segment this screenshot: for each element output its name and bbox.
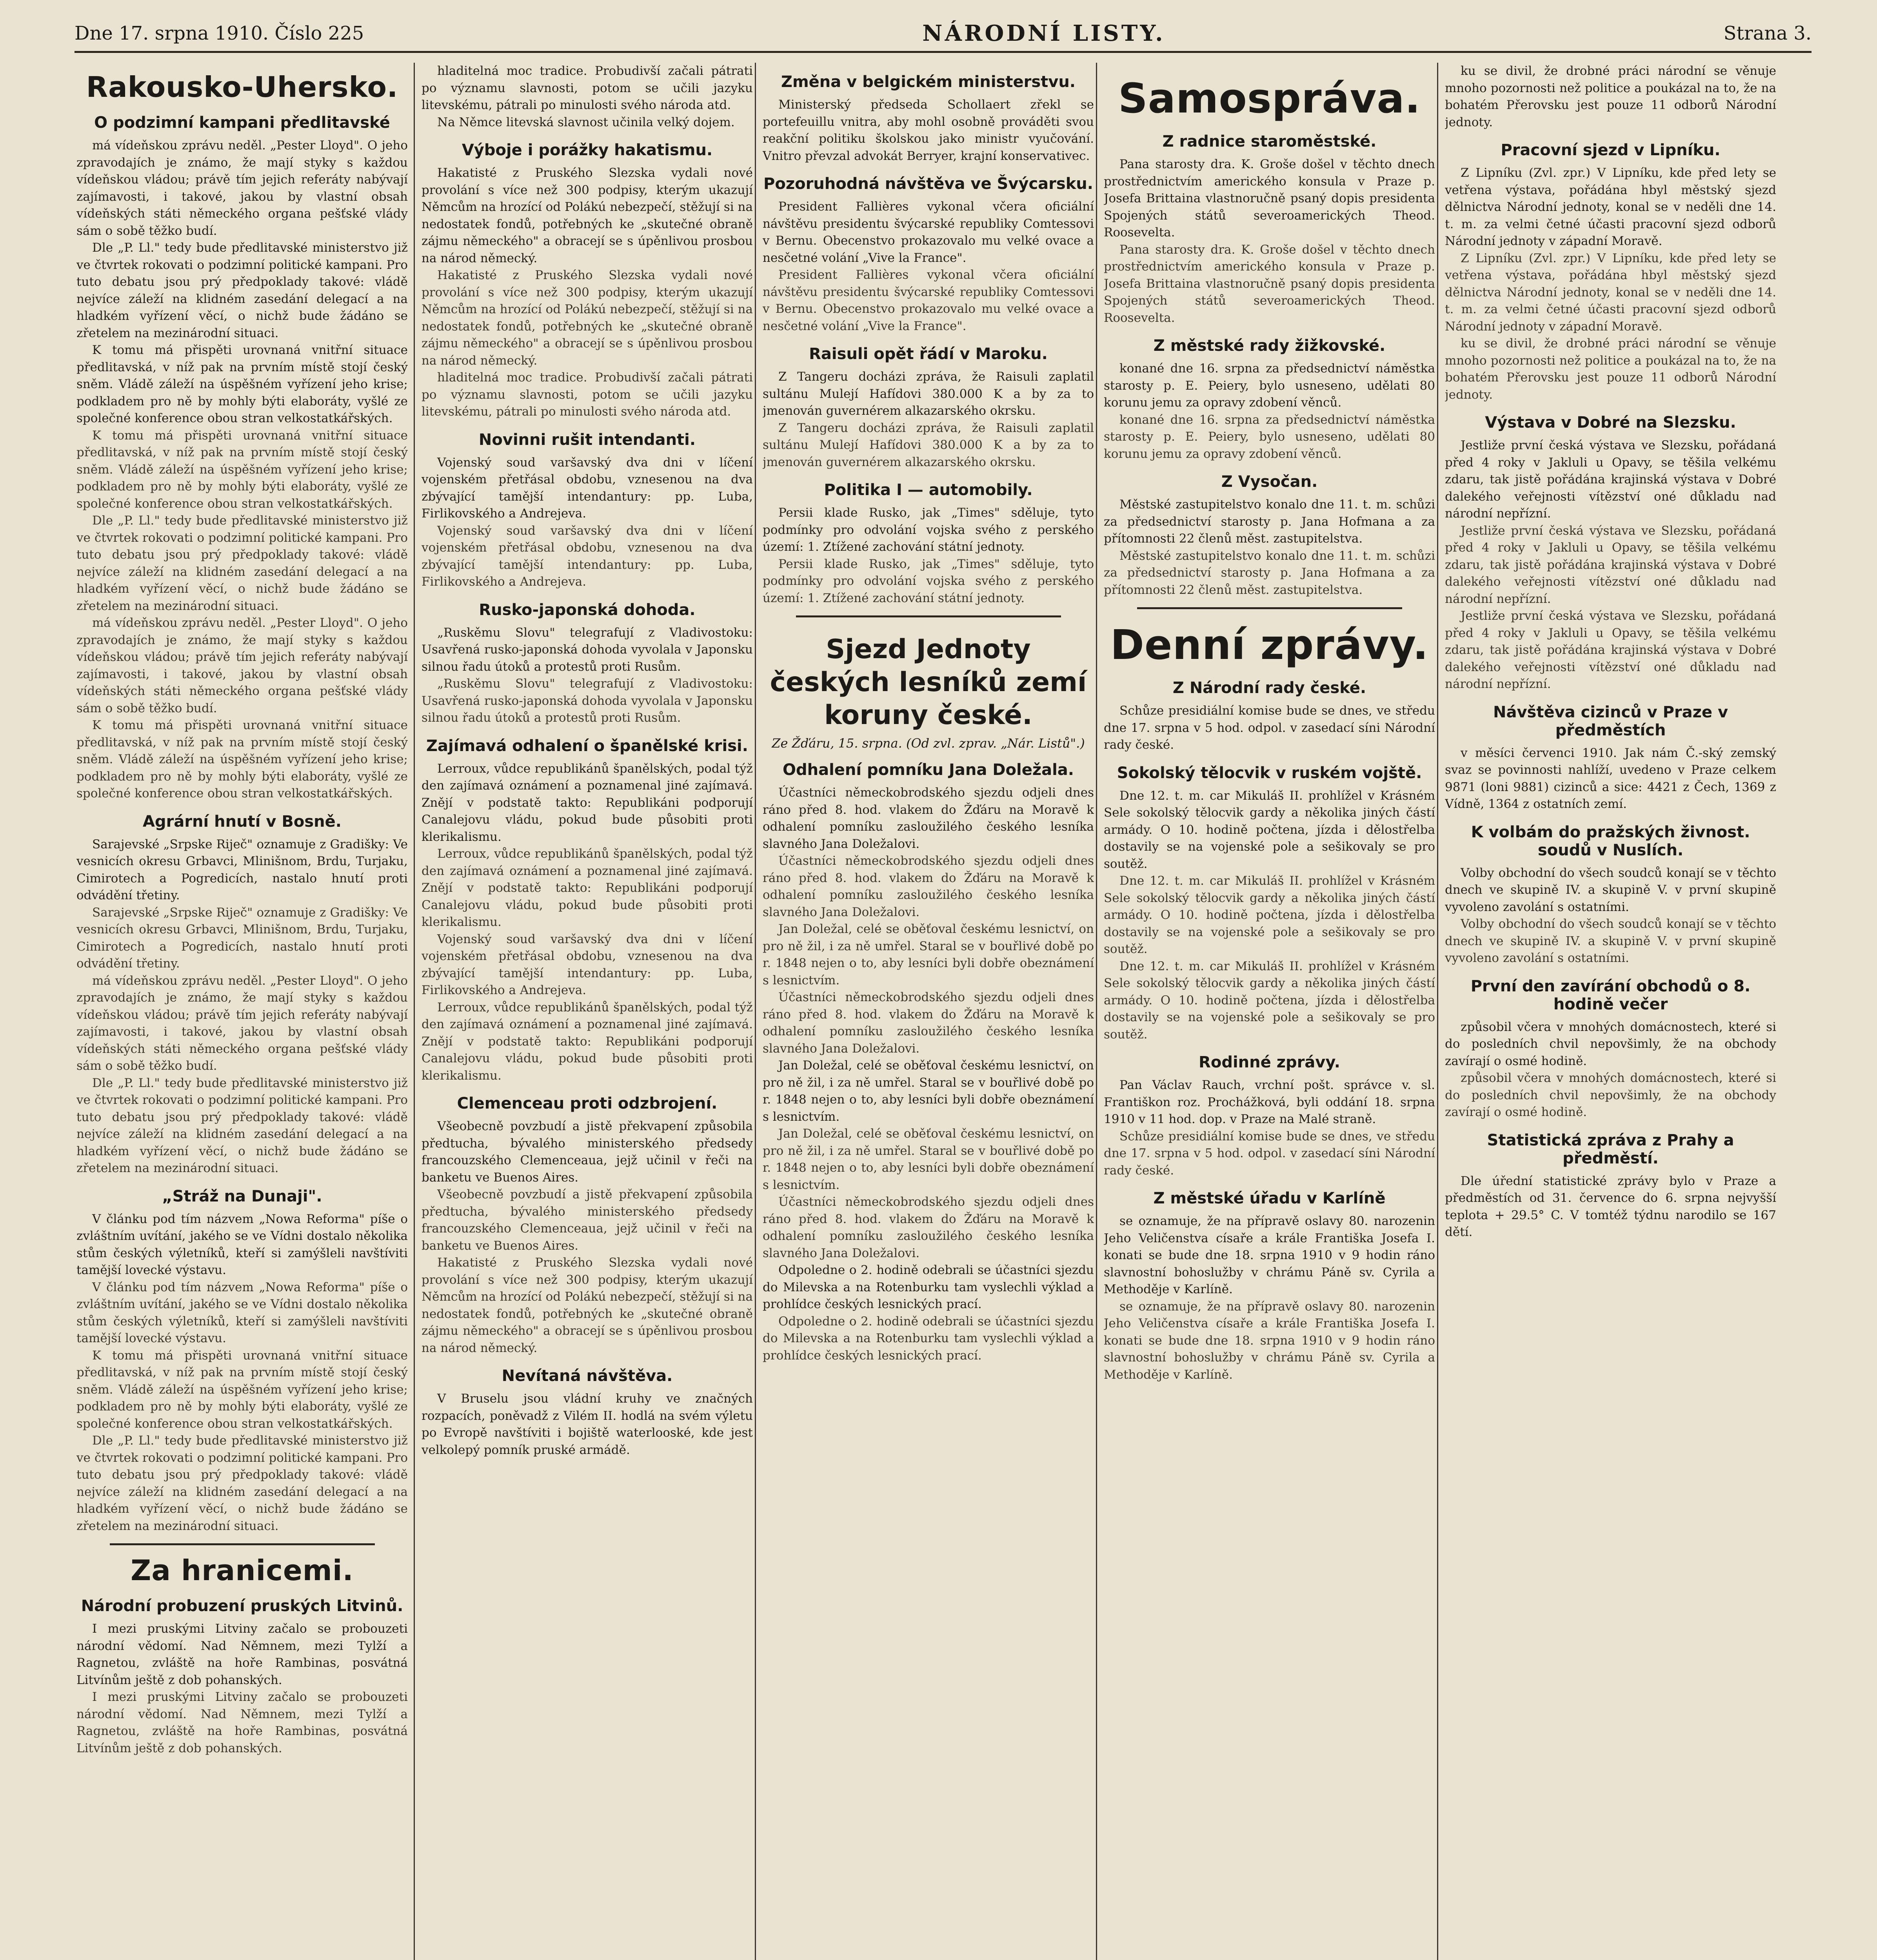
article-heading: Politika I — automobily. — [824, 481, 1033, 499]
article-paragraph: má vídeňskou zprávu neděl. „Pester Lloyd". O jeho zpravodajích je známo, že mají styky s každou vídeňskou vládou; právě tím jejich referáty nabývají zajímavosti, i takové, jakou by vlastní obsah vídeňských státi německého organa pešťské vlády sám o sobě těžko budí. — [76, 616, 408, 715]
article-heading: Zajímavá odhalení o španělské krisi. — [426, 737, 748, 755]
section-title: Rakousko-Uhersko. — [86, 71, 398, 103]
article-heading: Pracovní sjezd v Lipníku. — [1501, 141, 1721, 159]
article-heading: „Stráž na Dunaji". — [162, 1187, 322, 1205]
article-paragraph: Účastníci německobrodského sjezdu odjeli dnes ráno před 8. hod. vlakem do Žďáru na Moravě k odhalení pomníku zasloužilého českého lesníka slavného Jana Doležalovi. — [763, 854, 1094, 919]
article-paragraph: „Ruskěmu Slovu" telegrafují z Vladivostoku: Usavřená rusko-japonská dohoda vyvolala v Japonsku silnou řadu útoků a protestů proti Rusům. — [422, 625, 753, 674]
article-heading: K volbám do pražských živnost. soudů v Nuslích. — [1471, 823, 1750, 859]
article-paragraph: I mezi pruskými Litviny začalo se probouzeti národní vědomí. Nad Němnem, mezi Tylží a Ragnetou, zvláště na hoře Rambinas, posvátná Litvínům ještě z dob pohanských. — [76, 1690, 408, 1755]
article-paragraph: Dle „P. Ll." tedy bude předlitavské ministerstvo již ve čtvrtek rokovati o podzimní politické kampani. Pro tuto debatu jsou prý předpoklady takové: vládě nejvíce záleží na klidném zasedání delegací a na hladkém vyřízení věcí, o nichž bude žádáno se zřetelem na mezinárodní situaci. — [76, 514, 408, 613]
column-5 — [1445, 63, 1776, 1960]
section-title: Denní zprávy. — [1110, 621, 1429, 669]
article-paragraph: V článku pod tím názvem „Nowa Reforma" píše o zvláštním uvítání, jakého se ve Vídni dostalo několika stům českých výletníků, kteří si zamýšleli navštíviti tamější lovecké výstavu. — [76, 1280, 408, 1345]
article-paragraph: Dle úřední statistické zprávy bylo v Praze a předměstích od 31. července do 6. srpna nejvyšší teplota + 29.5° C. V tomtéž týdnu narodilo se 167 dětí. — [1445, 1174, 1776, 1239]
article-paragraph: Dle „P. Ll." tedy bude předlitavské ministerstvo již ve čtvrtek rokovati o podzimní politické kampani. Pro tuto debatu jsou prý předpoklady takové: vládě nejvíce záleží na klidném zasedání delegací a na hladkém vyřízení věcí, o nichž bude žádáno se zřetelem na mezinárodní situaci. — [76, 241, 408, 340]
article-paragraph: Persii klade Rusko, jak „Times" sděluje, tyto podmínky pro odvolání vojska svého z perského území: 1. Ztížené zachování státní jednoty. — [763, 557, 1094, 605]
article-heading: Výboje i porážky hakatismu. — [462, 141, 713, 159]
article-paragraph: K tomu má přispěti urovnaná vnitřní situace předlitavská, v níž pak na prvním místě stojí český sněm. Vládě záleží na úspěšném vyřízení jeho krise; podkladem pro ně by mohly býti elaboráty, vyšlé ze společné konference obou stran velkostatkářských. — [76, 428, 408, 511]
article-paragraph: K tomu má přispěti urovnaná vnitřní situace předlitavská, v níž pak na prvním místě stojí český sněm. Vládě záleží na úspěšném vyřízení jeho krise; podkladem pro ně by mohly býti elaboráty, vyšlé ze společné konference obou stran velkostatkářských. — [76, 1348, 408, 1431]
article-paragraph: Pana starosty dra. K. Groše došel v těchto dnech prostřednictvím amerického konsula v Praze p. Josefa Brittaina vlastnoručně psaný dopis presidenta Spojených států severoamerických Theod. Roosevelta. — [1104, 242, 1435, 325]
article-heading: Z Národní rady české. — [1172, 679, 1366, 697]
article-paragraph: Volby obchodní do všech soudců konají se v těchto dnech ve skupině IV. a skupině V. v první skupině vyvoleno zavolání s ostatními. — [1445, 866, 1776, 914]
article-paragraph: Lerroux, vůdce republikánů španělských, podal týž den zajímavá oznámení a poznamenal jiné zajímavá. Znějí v podstatě takto: Republikáni podporují Canalejovu vládu, pokud bude působiti proti klerikalismu. — [422, 761, 753, 844]
article-paragraph: Městské zastupitelstvo konalo dne 11. t. m. schůzi za předsednictví starosty p. Jana Hofmana a za přítomnosti 22 členů měst. zastupitelstva. — [1104, 548, 1435, 597]
article-paragraph: způsobil včera v mnohých domácnostech, které si do posledních chvil nepovšimly, že na obchody zavírají o osmé hodině. — [1445, 1071, 1776, 1119]
article-paragraph: Odpoledne o 2. hodině odebrali se účastníci sjezdu do Milevska a na Rotenburku tam vyslechli výklad a prohlídce českých lesnických prací. — [763, 1314, 1094, 1363]
article-heading: Sokolský tělocvik v ruském vojště. — [1117, 764, 1422, 782]
article-paragraph: Lerroux, vůdce republikánů španělských, podal týž den zajímavá oznámení a poznamenal jiné zajímavá. Znějí v podstatě takto: Republikáni podporují Canalejovu vládu, pokud bude působiti proti klerikalismu. — [422, 847, 753, 929]
article-paragraph: Jan Doležal, celé se oběťoval českému lesnictví, on pro ně žil, i za ně umřel. Staral se v bouřlivé době po r. 1848 nejen o to, aby lesníci byli dobře obeznámení s lesnictvím. — [763, 1127, 1094, 1192]
article-paragraph: Dne 12. t. m. car Mikuláš II. prohlížel v Krásném Sele sokolský tělocvik gardy a několika jiných částí armády. O 10. hodině počtena, jízda i dělostřelba dostavily se na vojenské pole a sešikovaly se pro soutěž. — [1104, 959, 1435, 1042]
article-paragraph: V článku pod tím názvem „Nowa Reforma" píše o zvláštním uvítání, jakého se ve Vídni dostalo několika stům českých výletníků, kteří si zamýšleli navštíviti tamější lovecké výstavu. — [76, 1212, 408, 1277]
article-heading: Statistická zpráva z Prahy a předměstí. — [1487, 1131, 1734, 1167]
article-paragraph: Z Tangeru docházi zpráva, že Raisuli zaplatil sultánu Mulejí Hafídovi 380.000 K a by za to jmenován guvernérem alkazarského okrsku. — [763, 370, 1094, 418]
article-heading: Clemenceau proti odzbrojení. — [457, 1094, 718, 1112]
article-paragraph: ku se divil, že drobné práci národní se věnuje mnoho pozornosti než politice a poukázal na to, že na bohatém Přerovsku jest pouze 11 odborů Národní jednoty. — [1445, 336, 1776, 402]
article-paragraph: v měsíci červenci 1910. Jak nám Č.-ský zemský svaz se povinnosti nahlíží, uvedeno v Praze celkem 9871 (loni 9881) cizinců a sice: 4421 z Čech, 1369 z Vídně, 1364 z ostatních zemí. — [1445, 746, 1776, 811]
article-heading: Z městské úřadu v Karlíně — [1153, 1189, 1386, 1207]
column-2 — [422, 63, 753, 1960]
article-paragraph: Vojenský soud varšavský dva dni v líčení vojenském přetřásal obdobu, vznesenou na dva zbývající tamější intendantury: pp. Luba, Firlikovského a Andrejeva. — [422, 455, 753, 521]
dateline: Ze Žďáru, 15. srpna. (Od zvl. zprav. „Nár. Listů".) — [772, 736, 1085, 751]
article-paragraph: Dne 12. t. m. car Mikuláš II. prohlížel v Krásném Sele sokolský tělocvik gardy a několika jiných částí armády. O 10. hodině počtena, jízda i dělostřelba dostavily se na vojenské pole a sešikovaly se pro soutěž. — [1104, 874, 1435, 956]
article-paragraph: konané dne 16. srpna za předsednictví náměstka starosty p. E. Peiery, bylo usneseno, udělati 80 korunu jemu za opravy zdobení věnců. — [1104, 361, 1435, 410]
article-paragraph: Vojenský soud varšavský dva dni v líčení vojenském přetřásal obdobu, vznesenou na dva zbývající tamější intendantury: pp. Luba, Firlikovského a Andrejeva. — [422, 932, 753, 997]
article-paragraph: Hakatisté z Pruského Slezska vydali nové provolání s více než 300 podpisy, kterým ukazují Němcům na hrozící od Polákú nebezpečí, stěžují si na nedostatek fondů, potřebných ke „skutečné obraně zájmu německého" a obracejí se s úpěnlivou prosbou na národ německý. — [422, 1256, 753, 1355]
article-heading: Národní probuzení pruských Litvinů. — [81, 1597, 403, 1615]
article-paragraph: I mezi pruskými Litviny začalo se probouzeti národní vědomí. Nad Němnem, mezi Tylží a Ragnetou, zvláště na hoře Rambinas, posvátná Litvínům ještě z dob pohanských. — [76, 1622, 408, 1687]
section-title: Samospráva. — [1118, 74, 1421, 122]
article-heading: Návštěva cizinců v Praze v předměstích — [1493, 703, 1728, 739]
article-heading: Novinni rušit intendanti. — [478, 430, 696, 449]
masthead — [74, 16, 1812, 53]
article-paragraph: Hakatisté z Pruského Slezska vydali nové provolání s více než 300 podpisy, kterým ukazují Němcům na hrozící od Polákú nebezpečí, stěžují si na nedostatek fondů, potřebných ke „skutečné obraně zájmu německého" a obracejí se s úpěnlivou prosbou na národ německý. — [422, 268, 753, 368]
section-divider — [110, 1543, 375, 1545]
article-paragraph: V Bruselu jsou vládní kruhy ve značných rozpacích, poněvadž z Vilém II. hodlá na svém výletu po Evropě navštíviti i bojiště waterlooské, kde jest velkolepý pomník pruské armádě. — [422, 1392, 753, 1457]
article-paragraph: Odpoledne o 2. hodině odebrali se účastníci sjezdu do Milevska a na Rotenburku tam vyslechli výklad a prohlídce českých lesnických prací. — [763, 1263, 1094, 1311]
article-paragraph: způsobil včera v mnohých domácnostech, které si do posledních chvil nepovšimly, že na obchody zavírají o osmé hodině. — [1445, 1020, 1776, 1068]
article-paragraph: Na Němce litevská slavnost učinila velký dojem. — [437, 115, 735, 129]
article-paragraph: Jestliže první česká výstava ve Slezsku, pořádaná před 4 roky v Jakluli u Opavy, se těšila velkému zdaru, tak jistě pořádána krajinská výstava v Dobré dalekého veřejnosti vítězství oné důkladu nad národní nepřízní. — [1445, 523, 1776, 606]
section-divider — [796, 615, 1061, 617]
article-paragraph: Sarajevské „Srpske Riječ" oznamuje z Gradišky: Ve vesnicích okresu Grbavci, Mlinišnom, Brdu, Turjaku, Cimirotech a Pogredicích, nastalo hnutí proti odvádění třetiny. — [76, 905, 408, 971]
article-paragraph: se oznamuje, že na přípravě oslavy 80. narozenin Jeho Veličenstva císaře a krále Františka Josefa I. konati se bude dne 18. srpna 1910 v 9 hodin ráno slavnostní bohoslužby v chrámu Páně sv. Cyrila a Methoděje v Karlíně. — [1104, 1214, 1435, 1296]
article-heading: Raisuli opět řádí v Maroku. — [809, 345, 1048, 363]
section-title: Za hranicemi. — [131, 1554, 354, 1587]
column-4 — [1104, 63, 1435, 1960]
article-paragraph: K tomu má přispěti urovnaná vnitřní situace předlitavská, v níž pak na prvním místě stojí český sněm. Vládě záleží na úspěšném vyřízení jeho krise; podkladem pro ně by mohly býti elaboráty, vyšlé ze společné konference obou stran velkostatkářských. — [76, 718, 408, 800]
article-paragraph: „Ruskěmu Slovu" telegrafují z Vladivostoku: Usavřená rusko-japonská dohoda vyvolala v Japonsku silnou řadu útoků a protestů proti Rusům. — [422, 677, 753, 725]
article-paragraph: K tomu má přispěti urovnaná vnitřní situace předlitavská, v níž pak na prvním místě stojí český sněm. Vládě záleží na úspěšném vyřízení jeho krise; podkladem pro ně by mohly býti elaboráty, vyšlé ze společné konference obou stran velkostatkářských. — [76, 343, 408, 425]
article-paragraph: Sarajevské „Srpske Riječ" oznamuje z Gradišky: Ve vesnicích okresu Grbavci, Mlinišnom, Brdu, Turjaku, Cimirotech a Pogredicích, nastalo hnutí proti odvádění třetiny. — [76, 837, 408, 902]
article-heading: Nevítaná návštěva. — [502, 1367, 673, 1385]
article-paragraph: Jan Doležal, celé se oběťoval českému lesnictví, on pro ně žil, i za ně umřel. Staral se v bouřlivé době po r. 1848 nejen o to, aby lesníci byli dobře obeznámení s lesnictvím. — [763, 922, 1094, 987]
article-paragraph: Vojenský soud varšavský dva dni v líčení vojenském přetřásal obdobu, vznesenou na dva zbývající tamější intendantury: pp. Luba, Firlikovského a Andrejeva. — [422, 523, 753, 589]
article-paragraph: se oznamuje, že na přípravě oslavy 80. narozenin Jeho Veličenstva císaře a krále Františka Josefa I. konati se bude dne 18. srpna 1910 v 9 hodin ráno slavnostní bohoslužby v chrámu Páně sv. Cyrila a Methoděje v Karlíně. — [1104, 1299, 1435, 1382]
article-paragraph: Účastníci německobrodského sjezdu odjeli dnes ráno před 8. hod. vlakem do Žďáru na Moravě k odhalení pomníku zasloužilého českého lesníka slavného Jana Doležalovi. — [763, 990, 1094, 1056]
article-heading: Agrární hnutí v Bosně. — [143, 812, 342, 831]
article-heading: Výstava v Dobré na Slezsku. — [1485, 414, 1736, 432]
column-divider — [755, 63, 756, 1960]
article-paragraph: Ministerský předseda Schollaert zřekl se portefeuillu vnitra, aby mohl osobně prováděti svou reakční politiku školskou jako ministr vyučování. Vnitro převzal advokát Berryer, krajní konservativec. — [763, 98, 1094, 163]
article-heading: První den zavírání obchodů o 8. hodině večer — [1470, 977, 1751, 1013]
article-paragraph: Hakatisté z Pruského Slezska vydali nové provolání s více než 300 podpisy, kterým ukazují Němcům na hrozící od Polákú nebezpečí, stěžují si na nedostatek fondů, potřebných ke „skutečné obraně zájmu německého" a obracejí se s úpěnlivou prosbou na národ německý. — [422, 166, 753, 265]
article-heading: O podzimní kampani předlitavské — [94, 114, 390, 132]
article-heading: Z městské rady žižkovské. — [1153, 337, 1386, 355]
article-heading: Rusko-japonská dohoda. — [479, 601, 696, 619]
article-paragraph: Všeobecně povzbudí a jistě překvapení způsobila předtucha, bývalého ministerského předsedy francouzského Clemenceaua, jejž učinil v řeči na banketu ve Buenos Aires. — [422, 1187, 753, 1253]
article-paragraph: President Fallières vykonal včera oficiální návštěvu presidentu švýcarské republiky Comtessovi v Bernu. Obecenstvo prokazovalo mu velké ovace a nesčetné volání „Vive la France". — [763, 268, 1094, 333]
article-paragraph: Dne 12. t. m. car Mikuláš II. prohlížel v Krásném Sele sokolský tělocvik gardy a několika jiných částí armády. O 10. hodině počtena, jízda i dělostřelba dostavily se na vojenské pole a sešikovaly se pro soutěž. — [1104, 788, 1435, 871]
article-heading: Rodinné zprávy. — [1199, 1053, 1340, 1071]
article-paragraph: hladitelná moc tradice. Probudivší začali pátrati po významu slavnosti, potom se učili jazyku litevskému, pátrali po minulosti svého národa atd. — [422, 370, 753, 419]
article-paragraph: Volby obchodní do všech soudců konají se v těchto dnech ve skupině IV. a skupině V. v první skupině vyvoleno zavolání s ostatními. — [1445, 917, 1776, 965]
article-paragraph: Persii klade Rusko, jak „Times" sděluje, tyto podmínky pro odvolání vojska svého z perského území: 1. Ztížené zachování státní jednoty. — [763, 506, 1094, 554]
article-paragraph: Účastníci německobrodského sjezdu odjeli dnes ráno před 8. hod. vlakem do Žďáru na Moravě k odhalení pomníku zasloužilého českého lesníka slavného Jana Doležalovi. — [763, 1195, 1094, 1260]
article-paragraph: hladitelná moc tradice. Probudivší začali pátrati po významu slavnosti, potom se učili jazyku litevskému, pátrali po minulosti svého národa atd. — [422, 64, 753, 112]
article-paragraph: má vídeňskou zprávu neděl. „Pester Lloyd". O jeho zpravodajích je známo, že mají styky s každou vídeňskou vládou; právě tím jejich referáty nabývají zajímavosti, i takové, jakou by vlastní obsah vídeňských státi německého organa pešťské vlády sám o sobě těžko budí. — [76, 973, 408, 1073]
article-paragraph: Městské zastupitelstvo konalo dne 11. t. m. schůzi za předsednictví starosty p. Jana Hofmana a za přítomnosti 22 členů měst. zastupitelstva. — [1104, 497, 1435, 546]
feature-title: Sjezd Jednoty českých lesníků zemí koruny české. — [770, 634, 1087, 731]
column-divider — [1096, 63, 1097, 1960]
article-paragraph: Schůze presidiální komise bude se dnes, ve středu dne 17. srpna v 5 hod. odpol. v zasedací síni Národní rady české. — [1104, 704, 1435, 752]
column-1 — [76, 63, 408, 1960]
column-3 — [763, 63, 1094, 1960]
article-paragraph: Z Tangeru docházi zpráva, že Raisuli zaplatil sultánu Mulejí Hafídovi 380.000 K a by za to jmenován guvernérem alkazarského okrsku. — [763, 421, 1094, 469]
column-divider — [1437, 63, 1438, 1960]
article-heading: Pozoruhodná návštěva ve Švýcarsku. — [763, 175, 1093, 193]
article-paragraph: Pan Václav Rauch, vrchní pošt. správce v. sl. Františkon roz. Prochážková, byli oddání 18. srpna 1910 v 11 hod. dop. v Praze na Malé straně. — [1104, 1078, 1435, 1126]
article-heading: Z Vysočan. — [1221, 473, 1318, 491]
article-paragraph: President Fallières vykonal včera oficiální návštěvu presidentu švýcarské republiky Comtessovi v Bernu. Obecenstvo prokazovalo mu velké ovace a nesčetné volání „Vive la France". — [763, 200, 1094, 265]
article-paragraph: konané dne 16. srpna za předsednictví náměstka starosty p. E. Peiery, bylo usneseno, udělati 80 korunu jemu za opravy zdobení věnců. — [1104, 412, 1435, 461]
article-paragraph: má vídeňskou zprávu neděl. „Pester Lloyd". O jeho zpravodajích je známo, že mají styky s každou vídeňskou vládou; právě tím jejich referáty nabývají zajímavosti, i takové, jakou by vlastní obsah vídeňských státi německého organa pešťské vlády sám o sobě těžko budí. — [76, 138, 408, 238]
article-paragraph: Jestliže první česká výstava ve Slezsku, pořádaná před 4 roky v Jakluli u Opavy, se těšila velkému zdaru, tak jistě pořádána krajinská výstava v Dobré dalekého veřejnosti vítězství oné důkladu nad národní nepřízní. — [1445, 438, 1776, 521]
article-paragraph: ku se divil, že drobné práci národní se věnuje mnoho pozornosti než politice a poukázal na to, že na bohatém Přerovsku jest pouze 11 odborů Národní jednoty. — [1445, 64, 1776, 129]
article-paragraph: Jestliže první česká výstava ve Slezsku, pořádaná před 4 roky v Jakluli u Opavy, se těšila velkému zdaru, tak jistě pořádána krajinská výstava v Dobré dalekého veřejnosti vítězství oné důkladu nad národní nepřízní. — [1445, 609, 1776, 691]
article-heading: Změna v belgickém ministerstvu. — [781, 73, 1076, 91]
article-paragraph: Schůze presidiální komise bude se dnes, ve středu dne 17. srpna v 5 hod. odpol. v zasedací síni Národní rady české. — [1104, 1129, 1435, 1178]
section-divider — [1137, 607, 1402, 609]
column-divider — [414, 63, 415, 1960]
article-heading: Z radnice staroměstské. — [1162, 132, 1377, 151]
page-number: Strana 3. — [1723, 22, 1812, 44]
article-paragraph: Lerroux, vůdce republikánů španělských, podal týž den zajímavá oznámení a poznamenal jiné zajímavá. Znějí v podstatě takto: Republikáni podporují Canalejovu vládu, pokud bude působiti proti klerikalismu. — [422, 1000, 753, 1083]
article-paragraph: Dle „P. Ll." tedy bude předlitavské ministerstvo již ve čtvrtek rokovati o podzimní politické kampani. Pro tuto debatu jsou prý předpoklady takové: vládě nejvíce záleží na klidném zasedání delegací a na hladkém vyřízení věcí, o nichž bude žádáno se zřetelem na mezinárodní situaci. — [76, 1434, 408, 1533]
article-paragraph: Jan Doležal, celé se oběťoval českému lesnictví, on pro ně žil, i za ně umřel. Staral se v bouřlivé době po r. 1848 nejen o to, aby lesníci byli dobře obeznámení s lesnictvím. — [763, 1058, 1094, 1124]
article-heading: Odhalení pomníku Jana Doležala. — [782, 761, 1074, 779]
issue-date: Dne 17. srpna 1910. Číslo 225 — [74, 22, 364, 44]
article-paragraph: Pana starosty dra. K. Groše došel v těchto dnech prostřednictvím amerického konsula v Praze p. Josefa Brittaina vlastnoručně psaný dopis presidenta Spojených států severoamerických Theod. Roosevelta. — [1104, 157, 1435, 240]
article-paragraph: Účastníci německobrodského sjezdu odjeli dnes ráno před 8. hod. vlakem do Žďáru na Moravě k odhalení pomníku zasloužilého českého lesníka slavného Jana Doležalovi. — [763, 786, 1094, 851]
article-paragraph: Z Lipníku (Zvl. zpr.) V Lipníku, kde před lety se vetřena výstava, pořádána hbyl městský sjezd dělnictva Národní jednoty, konal se v neděli dne 14. t. m. za velmi četné účasti pracovní sjezd odborů Národní jednoty v západní Moravě. — [1445, 251, 1776, 334]
newspaper-title: NÁRODNÍ LISTY. — [922, 20, 1165, 46]
article-paragraph: Z Lipníku (Zvl. zpr.) V Lipníku, kde před lety se vetřena výstava, pořádána hbyl městský sjezd dělnictva Národní jednoty, konal se v neděli dne 14. t. m. za velmi četné účasti pracovní sjezd odborů Národní jednoty v západní Moravě. — [1445, 166, 1776, 248]
article-paragraph: Dle „P. Ll." tedy bude předlitavské ministerstvo již ve čtvrtek rokovati o podzimní politické kampani. Pro tuto debatu jsou prý předpoklady takové: vládě nejvíce záleží na klidném zasedání delegací a na hladkém vyřízení věcí, o nichž bude žádáno se zřetelem na mezinárodní situaci. — [76, 1076, 408, 1175]
article-paragraph: Všeobecně povzbudí a jistě překvapení způsobila předtucha, bývalého ministerského předsedy francouzského Clemenceaua, jejž učinil v řeči na banketu ve Buenos Aires. — [422, 1119, 753, 1185]
